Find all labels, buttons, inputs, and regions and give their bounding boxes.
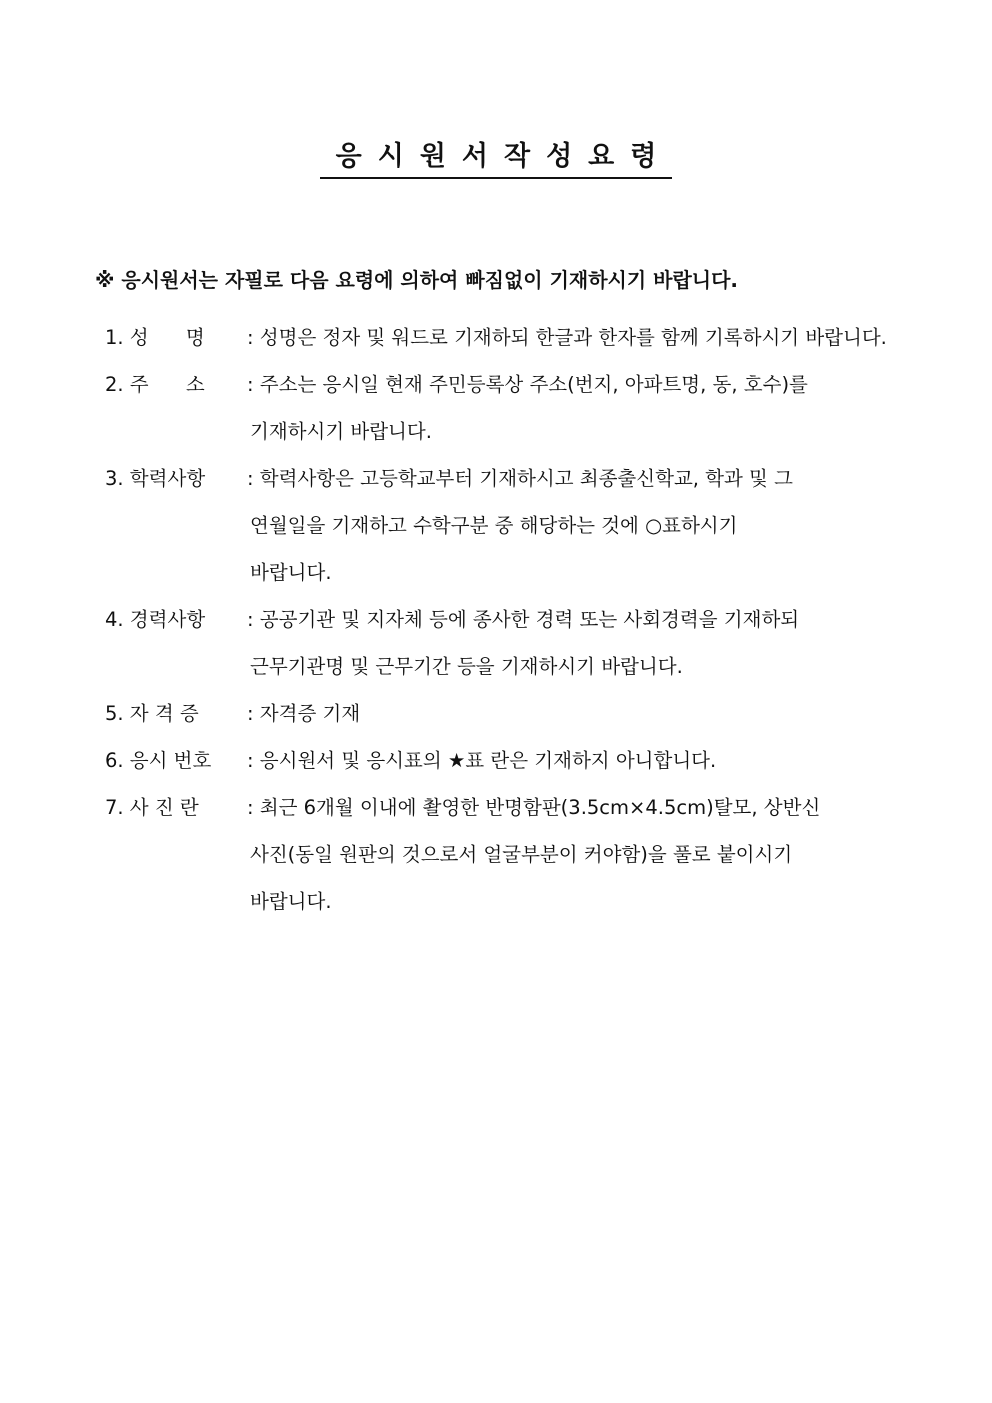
item-label: 4. 경력사항 bbox=[105, 608, 212, 631]
item-label: 3. 학력사항 bbox=[105, 467, 212, 490]
item-body bbox=[247, 596, 985, 690]
notice-text: ※ 응시원서는 자필로 다음 요령에 의하여 빠짐없이 기재하시기 바랍니다. bbox=[95, 268, 739, 292]
list-item-education bbox=[105, 455, 985, 596]
item-line: : 응시원서 및 응시표의 ★표 란은 기재하지 아니합니다. bbox=[247, 749, 717, 772]
instruction-list bbox=[105, 314, 985, 925]
item-line: 바랍니다. bbox=[250, 890, 332, 913]
item-line: : 자격증 기재 bbox=[247, 702, 361, 725]
page-title-text: 응시원서작성요령 bbox=[320, 140, 673, 179]
item-line: : 주소는 응시일 현재 주민등록상 주소(번지, 아파트명, 동, 호수)를 bbox=[247, 373, 808, 396]
list-item-certificate bbox=[105, 690, 985, 737]
item-line: : 공공기관 및 지자체 등에 종사한 경력 또는 사회경력을 기재하되 bbox=[247, 608, 800, 631]
list-item-photo bbox=[105, 784, 985, 925]
list-item-name bbox=[105, 314, 985, 361]
item-line: 연월일을 기재하고 수학구분 중 해당하는 것에 ○표하시기 bbox=[250, 514, 738, 537]
item-label: 6. 응시 번호 bbox=[105, 749, 218, 772]
item-line: 근무기관명 및 근무기간 등을 기재하시기 바랍니다. bbox=[250, 655, 683, 678]
item-line: : 성명은 정자 및 워드로 기재하되 한글과 한자를 함께 기록하시기 바랍니다. bbox=[247, 326, 887, 349]
item-body bbox=[247, 314, 985, 361]
item-line: 기재하시기 바랍니다. bbox=[250, 420, 432, 443]
item-label: 2. 주 소 bbox=[105, 373, 211, 396]
item-line: 사진(동일 원판의 것으로서 얼굴부분이 커야함)을 풀로 붙이시기 bbox=[250, 843, 793, 866]
item-label: 7. 사 진 란 bbox=[105, 796, 205, 819]
item-body bbox=[247, 690, 985, 737]
item-label: 5. 자 격 증 bbox=[105, 702, 205, 725]
item-line: : 최근 6개월 이내에 촬영한 반명함판(3.5cm×4.5cm)탈모, 상반신 bbox=[247, 796, 821, 819]
item-line: 바랍니다. bbox=[250, 561, 332, 584]
item-line: : 학력사항은 고등학교부터 기재하시고 최종출신학교, 학과 및 그 bbox=[247, 467, 793, 490]
list-item-address bbox=[105, 361, 985, 455]
item-body bbox=[247, 455, 985, 596]
item-body bbox=[247, 784, 985, 925]
list-item-exam-number bbox=[105, 737, 985, 784]
item-body bbox=[247, 361, 985, 455]
item-body bbox=[247, 737, 985, 784]
page-title bbox=[0, 140, 992, 179]
item-label: 1. 성 명 bbox=[105, 326, 211, 349]
list-item-career bbox=[105, 596, 985, 690]
